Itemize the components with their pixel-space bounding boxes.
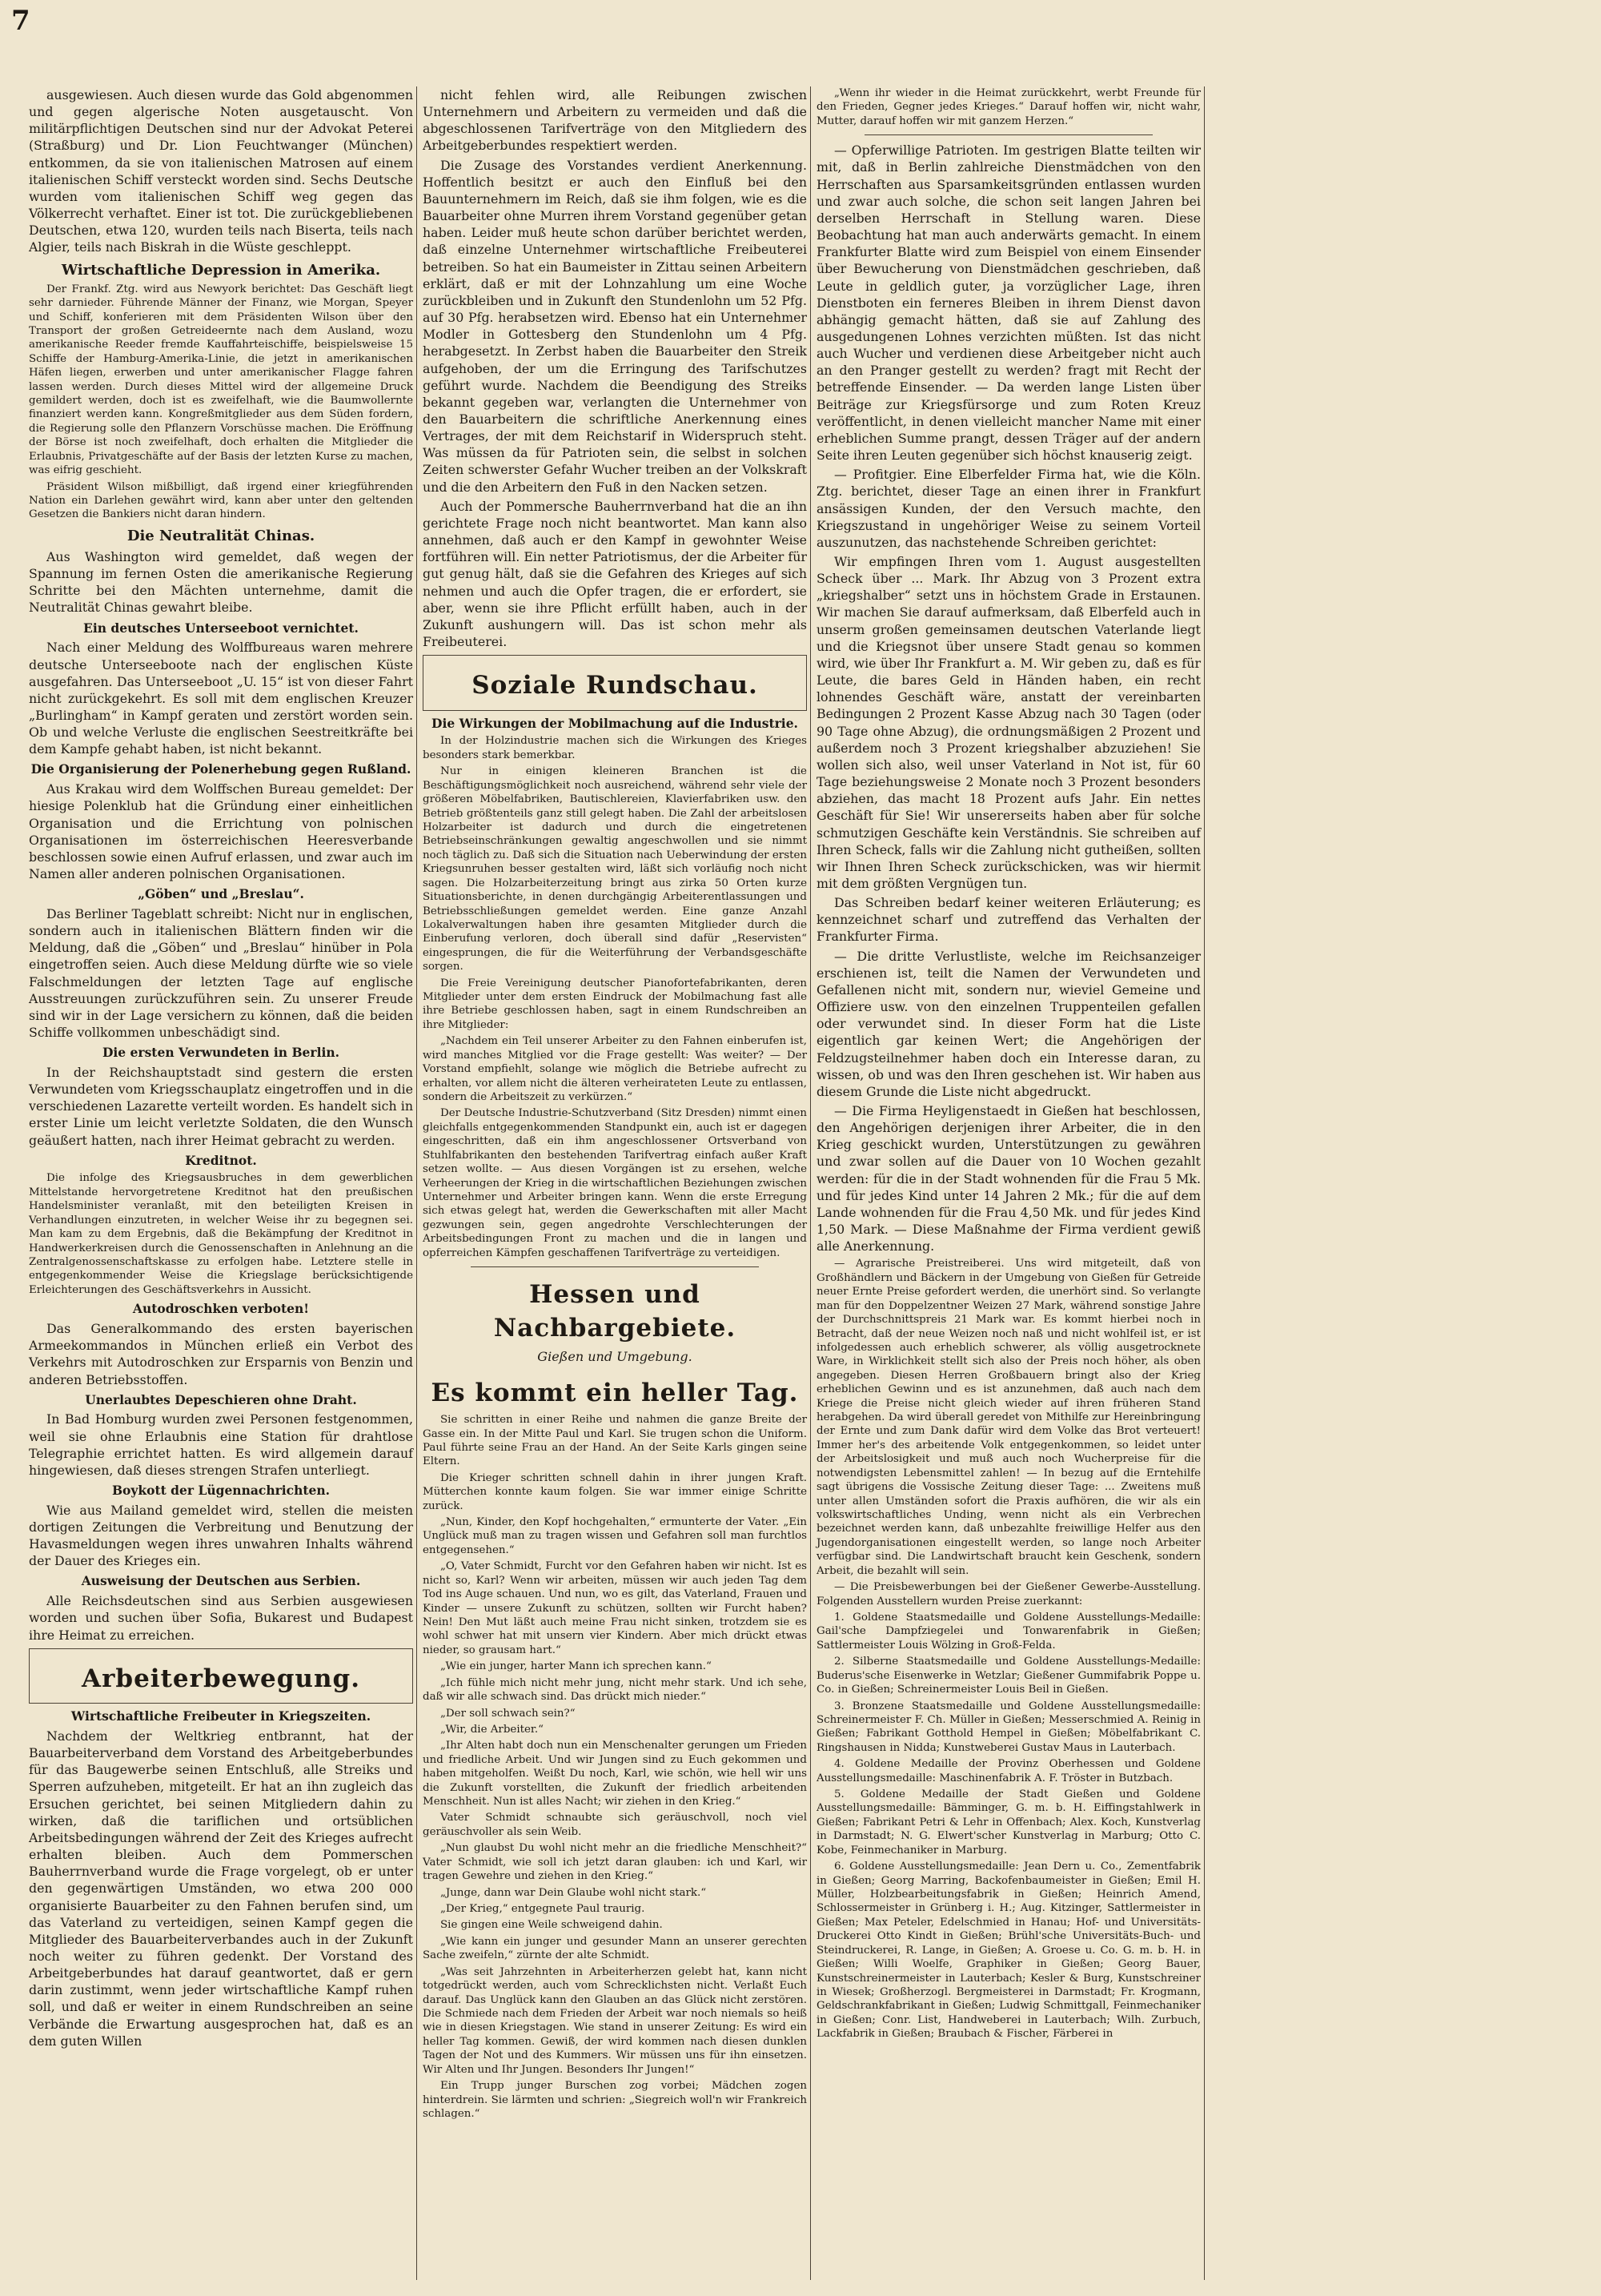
- article-text: ausgewiesen. Auch diesen wurde das Gold abgenommen und gegen algerische Noten ausgetauscht. Von militärpflichtigen Deutschen sind nur der Advokat Peterei (Straßburg) und Dr. Lion Feuchtwanger (München) entkommen, da sie von italienischen Matrosen auf einem italienischen Schiff versteckt worden sind. Sechs Deutsche wurden vom italienischen Schiff weg gegen das Völkerrecht verhaftet. Einer ist tot. Die zurückgebliebenen Deutschen, etwa 120, wurden teils nach Biserta, teils nach Algier, teils nach Biskrah in die Wüste geschleppt.: [29, 87, 413, 255]
- headline-goeben: „Göben“ und „Breslau“.: [138, 886, 304, 902]
- article-text: Die Zusage des Vorstandes verdient Anerkennung. Hoffentlich besitzt er auch den Einfluß bei den Bauunternehmern im Reich, daß sie ihm folgen, wie es die Bauarbeiter ohne Murren ihrem Vorstand gegenüber getan haben. Leider muß heute schon darüber berichtet werden, daß einzelne Unternehmer wirtschaftliche Freibeuterei betreiben. So hat ein Baumeister in Zittau seinen Arbeitern erklärt, daß er mit der Lohnzahlung um eine Woche zurückbleiben und in Zukunft den Stundenlohn um 52 Pfg. auf 30 Pfg. herabsetzen wird. Ebenso hat ein Unternehmer Modler in Gottesberg den Stundenlohn um 4 Pfg. herabgesetzt. In Zerbst haben die Bauarbeiter den Streik aufgehoben, der um die Erringung des Tarifschutzes geführt wurde. Nachdem die Beendigung des Streiks bekannt gegeben war, verlangten die Unternehmer von den Bauarbeitern die schriftliche Anerkennung eines Vertrages, der mit dem Reichstarif in Widerspruch steht. Was müssen da für Patrioten sein, die selbst in solchen Zeiten schwerster Gefahr Wucher treiben an der Volkskraft und die den Arbeitern den Fuß in den Nacken setzen.: [423, 157, 807, 495]
- story-text: Vater Schmidt schnaubte sich geräuschvoll, noch viel geräuschvoller als sein Weib.: [423, 1812, 807, 1838]
- page-number: 7: [11, 5, 30, 37]
- story-text: „O, Vater Schmidt, Furcht vor den Gefahren haben wir nicht. Ist es nicht so, Karl? Wenn wir arbeiten, müssen wir auch jeden Tag dem Tod ins Auge schauen. Und nun, wo es gilt, das Vaterland, Frauen und Kinder — unsere Zukunft zu schützen, sollten wir Furcht haben? Nein! Den Mut läßt auch meine Frau nicht sinken, trotzdem sie es wohl schwer hat mit unsern vier Kindern. Aber mich drückt etwas nieder, so grausam hart.“: [423, 1560, 807, 1656]
- article-text: — Die dritte Verlustliste, welche im Reichsanzeiger erschienen ist, teilt die Namen der Verwundeten und Gefallenen nicht mit, sondern nur, wieviel Gemeine und Offiziere usw. von den einzelnen Truppenteilen gefallen oder verwundet sind. In dieser Form hat die Liste eigentlich gar keinen Wert; die Angehörigen der Feldzugsteilnehmer haben doch ein Interesse daran, zu wissen, ob und was den Ihren geschehen ist. Wir haben aus diesem Grunde die Liste nicht abgedruckt.: [817, 948, 1201, 1099]
- column-1: [29, 86, 413, 2052]
- story-text: „Was seit Jahrzehnten in Arbeiterherzen gelebt hat, kann nicht totgedrückt werden, auch vom Schrecklichsten nicht. Verlaßt Euch darauf. Das Unglück kann den Glauben an das Glück nicht zerstören. Die Schmiede nach dem Frieden der Arbeit war noch niemals so heiß wie in diesen Kriegstagen. Wie stand in unserer Zeitung: Es wird ein heller Tag kommen. Gewiß, der wird kommen nach diesen dunklen Tagen der Not und des Kummers. Wir müssen uns für ihn einsetzen. Wir Alten und Ihr Jungen. Besonders Ihr Jungen!“: [423, 1965, 807, 2076]
- article-text: — Opferwillige Patrioten. Im gestrigen Blatte teilten wir mit, daß in Berlin zahlreiche Dienstmädchen von den Herrschaften aus Sparsamkeitsgründen entlassen wurden und zwar auch solche, die schon seit langen Jahren bei derselben Herrschaft in Stellung waren. Diese Beobachtung hat man auch anderwärts gemacht. In einem Frankfurter Blatte wird zum Beispiel von einem Einsender über Bewucherung von Dienstmädchen geschrieben, daß Leute in geldlich guter, ja vorzüglicher Lage, ihren Dienstboten ein ferneres Bleiben in ihrem Dienst davon abhängig gemacht hätten, daß sie auf Zahlung des ausgedungenen Lohnes verzichten müßten. Ist das nicht auch Wucher und verdienen diese Arbeitgeber nicht auch an den Pranger gestellt zu werden? fragt mit Recht der betreffende Einsender. — Da werden lange Listen über Beiträge zur Kriegsfürsorge und zum Roten Kreuz veröffentlicht, in denen vielleicht mancher Name mit einer erheblichen Summe prangt, dessen Träger auf der andern Seite ihren Leuten gegenüber sich höchst knauserig zeigt.: [817, 142, 1201, 464]
- article-text: Aus Washington wird gemeldet, daß wegen der Spannung im fernen Osten die amerikanische Regierung Schritte bei den Mächten unternehme, damit die Neutralität Chinas gewahrt bleibe.: [29, 548, 413, 616]
- article-text: Auch der Pommersche Bauherrnverband hat die an ihn gerichtete Frage noch nicht beantwortet. Man kann also annehmen, daß auch er den Kampf in gewohnter Weise fortführen will. Ein netter Patriotismus, der die Arbeiter für gut genug hält, daß sie die Gefahren des Krieges auf sich nehmen und auch die Opfer tragen, die er erfordert, sie aber, wenn sie ihre Pflicht erfüllt haben, auch in der Zukunft aushungern will. Das ist schon mehr als Freibeuterei.: [423, 498, 807, 649]
- story-text: Die Krieger schritten schnell dahin in ihrer jungen Kraft. Mütterchen konnte kaum folgen. Sie war immer einige Schritte zurück.: [423, 1471, 807, 1512]
- award-list-item: 6. Goldene Ausstellungsmedaille: Jean Dern u. Co., Zementfabrik in Gießen; Georg Marring, Backofenbaumeister in Gießen; Emil H. Müller, Holzbearbeitungsfabrik in Gießen; Heinrich Amend, Schlossermeister in Grünberg i. H.; Aug. Kitzinger, Sattlermeister in Gießen; Max Peteler, Edelschmied in Hanau; Hof- und Universitäts-Druckerei Otto Kindt in Gießen; Brühl'sche Universitäts-Buch- und Steindruckerei, R. Lange, in Gießen; A. Groese u. Co. G. m. b. H. in Gießen; Willi Woelfe, Graphiker in Gießen; Georg Bauer, Kunstschreinermeister in Lauterbach; Kesler & Burg, Kunstschreiner in Wiesek; Großherzogl. Bergmeisterei in Darmstadt; Fr. Krogmann, Geldschrankfabrikant in Gießen; Ludwig Schmittgall, Feinmechaniker in Gießen; Conr. List, Handweberei in Lauterbach; Wilh. Zurbuch, Lackfabrik in Gießen; Braubach & Fischer, Färberei in: [817, 1860, 1201, 2041]
- story-text: Sie schritten in einer Reihe und nahmen die ganze Breite der Gasse ein. In der Mitte Paul und Karl. Sie trugen schon die Uniform. Paul führte seine Frau an der Hand. An der Seite Karls gingen seine Eltern.: [423, 1414, 807, 1468]
- story-text: Ein Trupp junger Burschen zog vorbei; Mädchen zogen hinterdrein. Sie lärmten und schrien: „Siegreich woll'n wir Frankreich schlagen.“: [423, 2080, 807, 2120]
- column-divider: [416, 86, 417, 2280]
- article-text: Die Freie Vereinigung deutscher Pianofortefabrikanten, deren Mitglieder unter dem ersten Eindruck der Mobilmachung fast alle ihre Betriebe geschlossen haben, sagt in einem Rundschreiben an ihre Mitglieder:: [423, 977, 807, 1031]
- story-text: „Nun, Kinder, den Kopf hochgehalten,“ ermunterte der Vater. „Ein Unglück muß man zu tragen wissen und Gefahren soll man furchtlos entgegensehen.“: [423, 1516, 807, 1556]
- article-text: — Die Firma Heyligenstaedt in Gießen hat beschlossen, den Angehörigen derjenigen ihrer Arbeiter, die in den Krieg geschickt wurden, Unterstützungen zu gewähren und zwar sollen auf die Dauer von 10 Wochen gezahlt werden: für die in der Stadt wohnenden für die Frau 5 Mk. und für jedes Kind unter 14 Jahren 2 Mk.; für die auf dem Lande wohnenden für die Frau 4,50 Mk. und für jedes Kind 1,50 Mark. — Diese Maßnahme der Firma verdient gewiß alle Anerkennung.: [817, 1103, 1201, 1254]
- article-text: Der Frankf. Ztg. wird aus Newyork berichtet: Das Geschäft liegt sehr darnieder. Führende Männer der Finanz, wie Morgan, Speyer und Schiff, konferieren mit dem Präsidenten Wilson über den Transport der großen Getreideernte nach dem Ausland, wozu amerikanische Reeder fremde Kauffahrteischiffe, beispielsweise 15 Schiffe der Hamburg-Amerika-Linie, die jetzt in amerikanischen Häfen liegen, erwerben und unter amerikanischer Flagge fahren lassen werden. Durch dieses Mittel wird der allgemeine Druck gemildert werden, doch ist es zweifelhaft, wie die Baumwollernte finanziert werden kann. Kongreßmitglieder aus dem Süden fordern, die Regierung solle den Pflanzern Vorschüsse machen. Die Eröffnung der Börse ist noch zweifelhaft, doch erhalten die Mitglieder die Erlaubnis, Privatgeschäfte auf der Basis der letzten Kurse zu machen, was eifrig geschieht.: [29, 283, 413, 477]
- headline-depeschieren: Unerlaubtes Depeschieren ohne Draht.: [85, 1391, 357, 1407]
- article-text: In Bad Homburg wurden zwei Personen festgenommen, weil sie ohne Erlaubnis eine Station für drahtlose Telegraphie errichtet hatten. Es wird allgemein darauf hingewiesen, daß dieses strengen Strafen unterliegt.: [29, 1411, 413, 1478]
- award-list-item: 3. Bronzene Staatsmedaille und Goldene Ausstellungsmedaille: Schreinermeister F. Ch. Müller in Gießen; Messerschmied A. Reinig in Gießen; Fabrikant Gotthold Hempel in Gießen; Möbelfabrikant C. Ringshausen in Nidda; Kunstweberei Gustav Maus in Lauterbach.: [817, 1700, 1201, 1754]
- article-text: Das Generalkommando des ersten bayerischen Armeekommandos in München erließ ein Verbot des Verkehrs mit Autodroschken zur Ersparnis von Benzin und anderen Betriebsstoffen.: [29, 1321, 413, 1387]
- article-text: Die infolge des Kriegsausbruches in dem gewerblichen Mittelstande hervorgetretene Kreditnot hat den preußischen Handelsminister veranlaßt, mit den beteiligten Kreisen in Verhandlungen einzutreten, in welcher Weise ihr zu begegnen sei. Man kam zu dem Ergebnis, daß die Bekämpfung der Kreditnot in Handwerkerkreisen durch die Genossenschaften in Anlehnung an die Zentralgenossenschaftskasse zu erfolgen habe. Letztere stelle in entgegenkommender Weise die Kriegslage berücksichtigende Erleichterungen des Geschäftsverkehrs in Aussicht.: [29, 1172, 413, 1296]
- column-divider: [1204, 86, 1205, 2280]
- article-text: Nachdem der Weltkrieg entbrannt, hat der Bauarbeiterverband dem Vorstand des Arbeitgeberbundes für das Baugewerbe seinen Entschluß, alle Streiks und Sperren aufzuheben, mitgeteilt. Er hat an ihn zugleich das Ersuchen gerichtet, bei seinen Mitgliedern dahin zu wirken, daß die tariflichen und ortsüblichen Arbeitsbedingungen während der Zeit des Krieges aufrecht erhalten bleiben. Auch dem Pommerschen Bauherrnverband wurde die Frage vorgelegt, ob er unter den gegenwärtigen Umständen, wo etwa 200 000 organisierte Bauarbeiter zu den Fahnen berufen sind, um das Vaterland zu verteidigen, seinen Kampf gegen die Mitglieder des Bauarbeiterverbandes auch in der Zukunft noch weiter zu führen gedenkt. Der Vorstand des Arbeitgeberbundes hat darauf geantwortet, daß er gern darin zustimmt, wenn jeder wirtschaftliche Kampf ruhen soll, und daß er weiter in einem Rundschreiben an seine Verbände die Erwartung ausgesprochen hat, daß es an dem guten Willen: [29, 1728, 413, 2049]
- divider: [865, 134, 1153, 135]
- section-title-soziale-rundschau: Soziale Rundschau.: [471, 671, 758, 700]
- article-text: Aus Krakau wird dem Wolffschen Bureau gemeldet: Der hiesige Polenklub hat die Gründung einer einheitlichen Organisation und die Errichtung von polnischen Organisationen im österreichischen Heeresverbande beschlossen sowie einen Aufruf erlassen, und zwar auch im Namen aller anderen polnischen Organisationen.: [29, 781, 413, 881]
- story-text: „Nun glaubst Du wohl nicht mehr an die friedliche Menschheit?“ Vater Schmidt, wie soll ich jetzt daran glauben: ich und Karl, wir tragen Gewehre und ziehen in den Krieg.“: [423, 1842, 807, 1883]
- headline-china: Die Neutralität Chinas.: [126, 527, 315, 544]
- headline-boykott: Boykott der Lügennachrichten.: [111, 1483, 331, 1499]
- article-text: Wir empfingen Ihren vom 1. August ausgestellten Scheck über ... Mark. Ihr Abzug von 3 Prozent extra „kriegshalber“ setzt uns in höchstem Grade in Erstaunen. Wir machen Sie darauf aufmerksam, daß Elberfeld auch in unserm großen gemeinsamen deutschen Vaterlande liegt und die Kriegsnot über unsere Stadt genau so kommen wird, wie über Ihr Frankfurt a. M. Wir geben zu, daß es für Leute, die bares Geld in Händen haben, ein recht lohnendes Geschäft wäre, anstatt der vereinbarten Bedingungen 2 Prozent Kasse Abzug nach 30 Tagen (oder 90 Tage ohne Abzug), die ordnungsmäßigen 2 Prozent und außerdem noch 3 Prozent kriegshalber abzuziehen! Sie wollen sich also, weil unser Vaterland in Not ist, für 60 Tage beziehungsweise 2 Monate noch 3 Prozent besonders abziehen, das macht 18 Prozent aufs Jahr. Ein nettes Geschäft für Sie! Wir unsererseits haben aber für solche schmutzigen Geschäfte kein Verständnis. Sie schreiben auf Ihren Scheck, falls wir die Zahlung nicht gutheißen, sollten wir Ihnen Ihren Scheck zurückschicken, was wir hiermit mit dem größten Vergnügen tun.: [817, 554, 1201, 891]
- section-box-arbeiter: [29, 1648, 413, 1704]
- story-text: „Der soll schwach sein?“: [440, 1707, 576, 1720]
- story-text: „Der Krieg,“ entgegnete Paul traurig.: [440, 1903, 645, 1916]
- section-box-soziale: [423, 655, 807, 711]
- article-text: — Die Preisbewerbungen bei der Gießener Gewerbe-Ausstellung. Folgenden Ausstellern wurden Preise zuerkannt:: [817, 1581, 1201, 1608]
- feuilleton-title: Es kommt ein heller Tag.: [431, 1378, 799, 1407]
- headline-kreditnot: Kreditnot.: [185, 1152, 257, 1168]
- headline-autodroschken: Autodroschken verboten!: [132, 1301, 310, 1317]
- award-list-item: 5. Goldene Medaille der Stadt Gießen und Goldene Ausstellungsmedaille: Bämminger, G. m. b. H. Eiffingstahlwerk in Gießen; Fabrikant Petri & Lehr in Offenbach; Alex. Koch, Kunstverlag in Darmstadt; N. G. Elwert'scher Kunstverlag in Marburg; Otto C. Kobe, Feinmechaniker in Marburg.: [817, 1788, 1201, 1856]
- story-text: „Wie kann ein junger und gesunder Mann an unserer gerechten Sache zweifeln,“ zürnte der alte Schmidt.: [423, 1935, 807, 1962]
- story-text: Sie gingen eine Weile schweigend dahin.: [440, 1919, 663, 1932]
- article-text: In der Reichshauptstadt sind gestern die ersten Verwundeten vom Kriegsschauplatz eingetroffen und in die verschiedenen Lazarette verteilt worden. Es handelt sich in erster Linie um leicht verletzte Soldaten, die den Wunsch geäußert hatten, nach ihrer Heimat gebracht zu werden.: [29, 1064, 413, 1148]
- column-divider: [810, 86, 811, 2280]
- article-text: — Profitgier. Eine Elberfelder Firma hat, wie die Köln. Ztg. berichtet, dieser Tage an einen ihrer in Frankfurt ansässigen Kunden, der den Versuch machte, den Kriegszustand in ungehöriger Weise zu seinem Vorteil auszunutzen, das nachstehende Schreiben gerichtet:: [817, 467, 1201, 550]
- section-title-hessen: Hessen und Nachbargebiete.: [493, 1280, 736, 1343]
- subheadline-mobilmachung: Die Wirkungen der Mobilmachung auf die Industrie.: [431, 715, 798, 731]
- article-quote: „Nachdem ein Teil unserer Arbeiter zu den Fahnen einberufen ist, wird manches Mitglied vor die Frage gestellt: Was weiter? — Der Vorstand empfiehlt, solange wie möglich die Betriebe aufrecht zu erhalten, vor allem nicht die älteren verheirateten Leute zu entlassen, sondern die Arbeitszeit zu verkürzen.“: [423, 1035, 807, 1103]
- story-text: „Wie ein junger, harter Mann ich sprechen kann.“: [440, 1660, 712, 1673]
- article-text: Alle Reichsdeutschen sind aus Serbien ausgewiesen worden und suchen über Sofia, Bukarest und Budapest ihre Heimat zu erreichen.: [29, 1593, 413, 1643]
- divider: [471, 1266, 759, 1267]
- story-text: „Wenn ihr wieder in die Heimat zurückkehrt, werbt Freunde für den Frieden, Gegner jedes Krieges.“ Darauf hoffen wir, nicht wahr, Mutter, darauf hoffen wir mit ganzem Herzen.“: [817, 87, 1201, 127]
- story-text: „Ihr Alten habt doch nun ein Menschenalter gerungen um Frieden und friedliche Arbeit. Und wir Jungen sind zu Euch gekommen und haben mitgeholfen. Weißt Du noch, Karl, wie schön, wie hell wir uns die Zukunft vorstellten, die Zukunft der friedlich arbeitenden Menschheit. Nun ist alles Nacht; wir ziehen in den Krieg.“: [423, 1740, 807, 1808]
- headline-uboot: Ein deutsches Unterseeboot vernichtet.: [83, 620, 359, 636]
- story-text: „Ich fühle mich nicht mehr jung, nicht mehr stark. Und ich sehe, daß wir alle schwach sind. Das drückt mich nieder.“: [423, 1676, 807, 1704]
- article-text: Nur in einigen kleineren Branchen ist die Beschäftigungsmöglichkeit noch ausreichend, während sehr viele der größeren Möbelfabriken, Bautischlereien, Klavierfabriken usw. den Betrieb größtenteils ganz still gelegt haben. Die Zahl der arbeitslosen Holzarbeiter ist dadurch und durch die eingetretenen Betriebseinschränkungen gewaltig angeschwollen und sie nimmt noch täglich zu. Daß sich die Situation nach Ueberwindung der ersten Kriegsunruhen besser gestalten wird, läßt sich vorläufig noch nicht sagen. Die Holzarbeiterzeitung bringt aus zirka 50 Orten kurze Situationsberichte, in denen durchgängig Arbeiterentlassungen und Betriebsschließungen gemeldet werden. Eine ganze Anzahl Lokalverwaltungen haben ihre gesamten Mitglieder durch die Einberufung verloren, doch überall sind dafür „Reservisten“ eingesprungen, die für die Weiterführung der Verbandsgeschäfte sorgen.: [423, 765, 807, 973]
- award-list-item: 2. Silberne Staatsmedaille und Goldene Ausstellungs-Medaille: Buderus'sche Eisenwerke in Wetzlar; Gießener Gummifabrik Poppe u. Co. in Gießen; Schreinermeister Louis Beil in Gießen.: [817, 1656, 1201, 1696]
- article-text: Nach einer Meldung des Wolffbureaus waren mehrere deutsche Unterseeboote nach der englischen Küste ausgefahren. Das Unterseeboot „U. 15“ ist von dieser Fahrt nicht zurückgekehrt. Es soll mit dem englischen Kreuzer „Burlingham“ in Kampf geraten und zerstört worden sein. Ob und welche Verluste die englischen Seestreitkräfte bei dem Kampfe gehabt haben, ist nicht bekannt.: [29, 640, 413, 757]
- section-title-arbeiterbewegung: Arbeiterbewegung.: [82, 1664, 360, 1693]
- headline-serbien: Ausweisung der Deutschen aus Serbien.: [81, 1573, 361, 1589]
- article-text: Das Berliner Tageblatt schreibt: Nicht nur in englischen, sondern auch in italienischen Blättern finden wir die Meldung, daß die „Göben“ und „Breslau“ hinüber in Pola eingetroffen seien. Auch diese Meldung dürfte wie so viele Falschmeldungen der letzten Tage auf englische Ausstreuungen zurückzuführen sein. Zu unserer Freude sind wir in der Lage versichern zu können, daß die beiden Schiffe vollkommen unbeschädigt sind.: [29, 905, 413, 1040]
- article-text: Wie aus Mailand gemeldet wird, stellen die meisten dortigen Zeitungen die Verbreitung und Benutzung der Havasmeldungen wegen ihres unwahren Inhalts während der Dauer des Krieges ein.: [29, 1502, 413, 1569]
- award-list-item: 4. Goldene Medaille der Provinz Oberhessen und Goldene Ausstellungsmedaille: Maschinenfabrik A. F. Tröster in Butzbach.: [817, 1758, 1201, 1784]
- article-text: In der Holzindustrie machen sich die Wirkungen des Krieges besonders stark bemerkbar.: [423, 735, 807, 761]
- headline-depression: Wirtschaftliche Depression in Amerika.: [61, 261, 381, 279]
- article-text: Präsident Wilson mißbilligt, daß irgend einer kriegführenden Nation ein Darlehen gewährt wird, kann aber unter den geltenden Gesetzen die Bankiers nicht daran hindern.: [29, 480, 413, 521]
- story-text: „Wir, die Arbeiter.“: [440, 1723, 544, 1736]
- column-2: [423, 86, 807, 2123]
- column-3: [817, 86, 1201, 2044]
- headline-verwundete: Die ersten Verwundeten in Berlin.: [102, 1045, 340, 1061]
- story-text: „Junge, dann war Dein Glaube wohl nicht stark.“: [440, 1886, 707, 1899]
- subheadline-freibeuter: Wirtschaftliche Freibeuter in Kriegszeiten.: [70, 1708, 371, 1724]
- subheadline-giessen: Gießen und Umgebung.: [537, 1349, 692, 1365]
- article-text: — Agrarische Preistreiberei. Uns wird mitgeteilt, daß von Großhändlern und Bäckern in der Umgebung von Gießen für Getreide neuer Ernte Preise gefordert werden, die unerhört sind. So verlangte man für den Doppelzentner Weizen 27 Mark, während sonstige Jahre der Durchschnittspreis 21 Mark war. Es kommt hierbei noch in Betracht, daß der neue Weizen noch naß und nicht wohlfeil ist, er ist infolgedessen auch erheblich schwerer, als völlig ausgetrocknete Ware, in Wirklichkeit stellt sich also der Preis noch höher, als oben angegeben. Diesen Herren Großbauern bringt also der Krieg erheblichen Gewinn und es ist anzunehmen, daß auch nach dem Kriege die Preise nicht gleich wieder auf ihren früheren Stand herabgehen. Da wird überall geredet von Mithilfe zur Hereinbringung der Ernte und zum Dank dafür wird dem Volke das Brot verteuert! Immer her's des arbeitende Volk entgegenkommen, so leidet unter der Arbeitslosigkeit und muß auch noch Wucherpreise für die notwendigsten Lebensmittel zahlen! — In bezug auf die Erntehilfe sagt übrigens die Vossische Zeitung dieser Tage: ... Zweitens muß unter allen Umständen sofort die Praxis aufhören, die wir als ein volkswirtschaftliches Unding, wenn nicht als ein Verbrechen bezeichnet werden kann, daß unbezahlte freiwillige Helfer aus den Jugendorganisationen eingestellt werden, so lange noch Arbeiter verfügbar sind. Die Landwirtschaft braucht kein Geschenk, sondern Arbeit, die bezahlt will sein.: [817, 1258, 1201, 1577]
- award-list-item: 1. Goldene Staatsmedaille und Goldene Ausstellungs-Medaille: Gail'sche Dampfziegelei und Tonwarenfabrik in Gießen; Sattlermeister Louis Wölzing in Groß-Felda.: [817, 1611, 1201, 1652]
- headline-polen: Die Organisierung der Polenerhebung gegen Rußland.: [30, 761, 411, 777]
- article-text: nicht fehlen wird, alle Reibungen zwischen Unternehmern und Arbeitern zu vermeiden und daß die abgeschlossenen Tarifverträge von den Mitgliedern des Arbeitgeberbundes respektiert werden.: [423, 87, 807, 154]
- article-text: Der Deutsche Industrie-Schutzverband (Sitz Dresden) nimmt einen gleichfalls entgegenkommenden Standpunkt ein, auch ist er dagegen eingeschritten, daß ein ihm angeschlossener Ortsverband von Stuhlfabrikanten den bestehenden Tarifvertrag einfach außer Kraft setzen wollte. — Aus diesen Vorgängen ist zu ersehen, welche Verheerungen der Krieg in die wirtschaftlichen Beziehungen zwischen Unternehmer und Arbeiter bringen kann. Wenn die erste Erregung sich etwas gelegt hat, werden die Gewerkschaften mit aller Macht gezwungen sein, gegen angedrohte Verschlechterungen der Arbeitsbedingungen Front zu machen und die in langen und opferreichen Kämpfen geschaffenen Tarifverträge zu verteidigen.: [423, 1107, 808, 1259]
- article-text: Das Schreiben bedarf keiner weiteren Erläuterung; es kennzeichnet scharf und zutreffend das Verhalten der Frankfurter Firma.: [817, 895, 1201, 945]
